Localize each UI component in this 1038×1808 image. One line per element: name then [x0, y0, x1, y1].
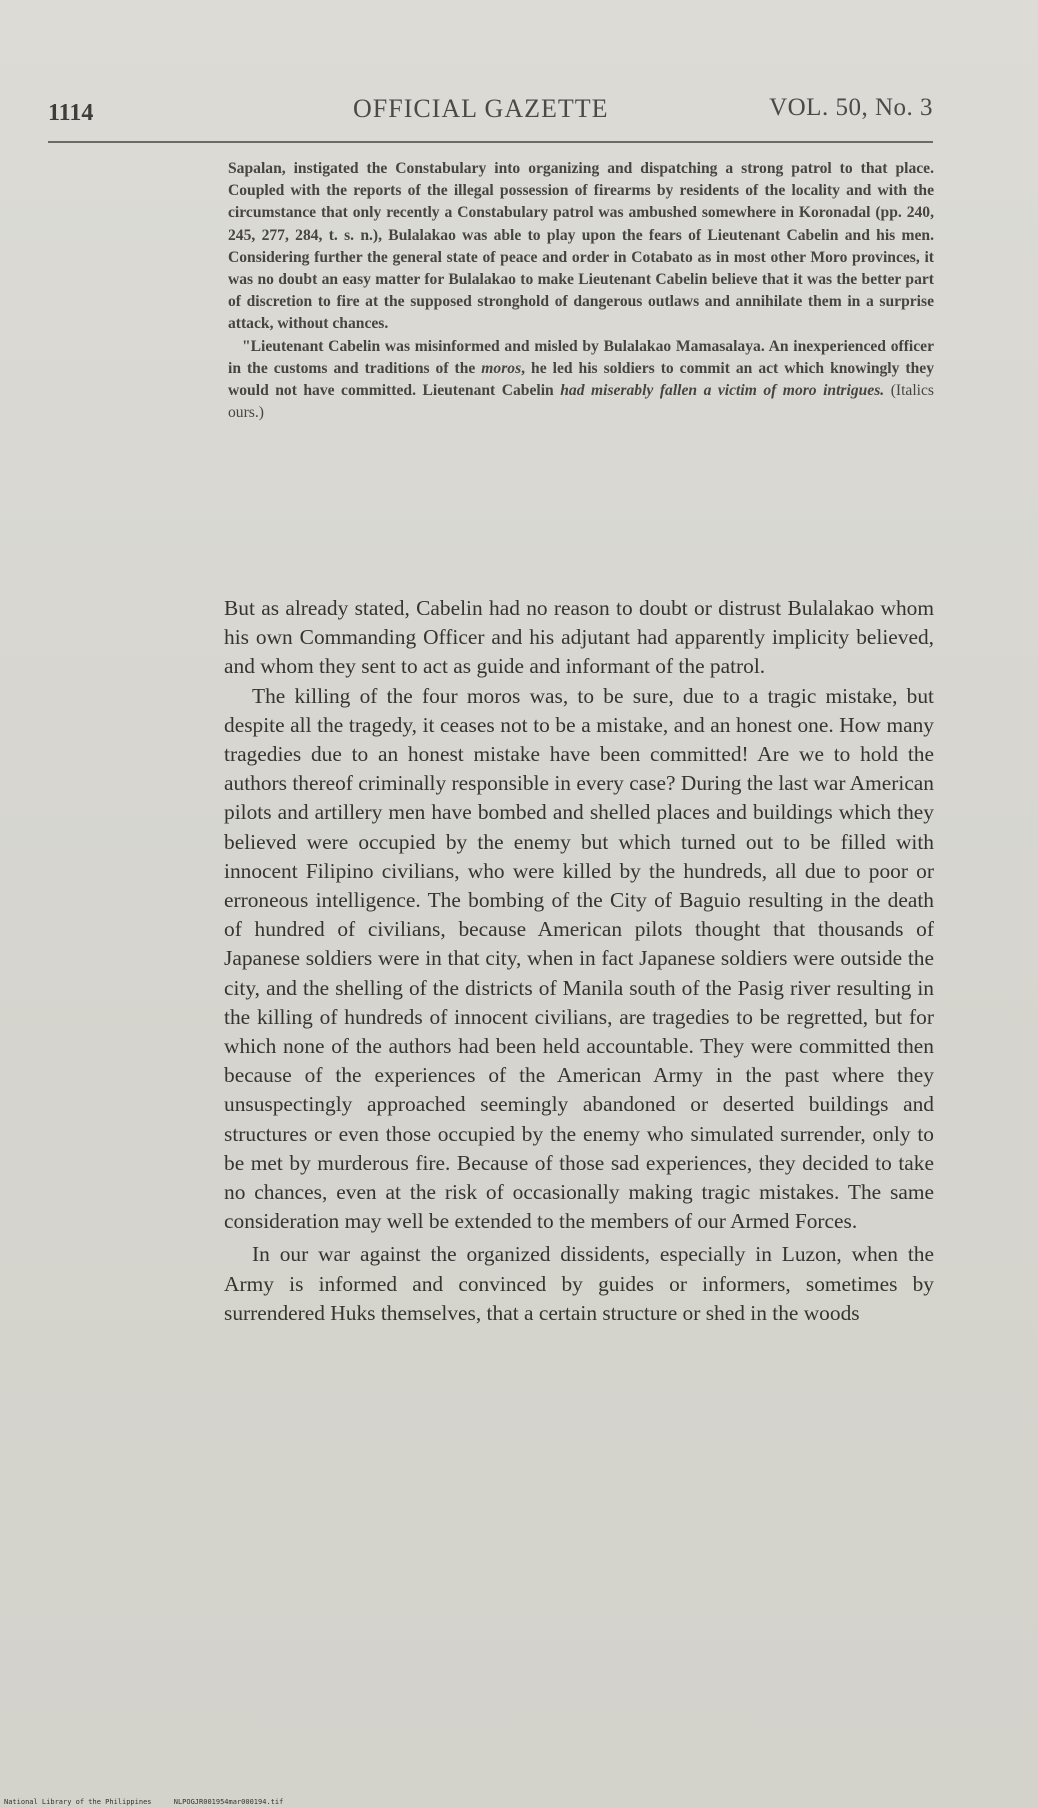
- body-paragraph: In our war against the organized dissidents, especially in Luzon, when the Army is informed and convinced by guides or informers, sometimes by surrendered Huks themselves, that a certain structure or shed in the woods: [224, 1242, 934, 1325]
- quote-paragraph: [228, 336, 934, 425]
- quote-italic-word: moros: [481, 359, 522, 377]
- quote-note: (Italics ours.): [228, 382, 934, 422]
- file-name: NLPOGJR001954mar000194.tif: [173, 1798, 284, 1806]
- quote-paragraph: Sapalan, instigated the Constabulary into organizing and dispatching a strong patrol to that place. Coupled with the reports of the illegal possession of firearms by residents of the locality and with the circumstance that only recently a Constabulary patrol was ambushed somewhere in Koronadal (pp. 240, 245, 277, 284, t. s. n.), Bulalakao was able to play upon the fears of Lieutenant Cabelin and his men. Considering further the general state of peace and order in Cotabato as in most other Moro provinces, it was no doubt an easy matter for Bulalakao to make Lieutenant Cabelin believe that it was the better part of discretion to fire at the supposed stronghold of dangerous outlaws and annihilate them in a surprise attack, without chances.: [228, 160, 934, 333]
- quote-text: , he led his soldiers to commit an act which knowingly they would not have committed. Lieutenant Cabelin: [228, 359, 934, 400]
- page-number: 1114: [48, 100, 94, 126]
- volume-number: VOL. 50, No. 3: [769, 94, 933, 121]
- body-paragraph: But as already stated, Cabelin had no reason to doubt or distrust Bulalakao whom his own Commanding Officer and his adjutant had apparently implicity believed, and whom they sent to act as guide and informant of the patrol.: [224, 596, 934, 679]
- page-header: [48, 92, 933, 132]
- header-rule: [48, 141, 933, 143]
- quote-text: "Lieutenant Cabelin was misinformed and misled by Bulalakao Mamasalaya. An inexperienced officer in the customs and traditions of the: [228, 337, 934, 377]
- scan-footer: [4, 1798, 301, 1806]
- body-paragraph: The killing of the four moros was, to be sure, due to a tragic mistake, but despite all the tragedy, it ceases not to be a mistake, and an honest one. How many tragedies due to an honest mistake have been committed! Are we to hold the authors thereof criminally responsible in every case? During the last war American pilots and artillery men have bombed and shelled places and buildings which they believed were occupied by the enemy but which turned out to be filled with innocent Filipino civilians, who were killed by the hundreds, all due to poor or erroneous intelligence. The bombing of the City of Baguio resulting in the death of hundred of civilians, because American pilots thought that thousands of Japanese soldiers were in that city, when in fact Japanese soldiers were outside the city, and the shelling of the districts of Manila south of the Pasig river resulting in the killing of hundreds of innocent civilians, are tragedies to be regretted, but for which none of the authors had been held accountable. They were committed then because of the experiences of the American Army in the past where they unsuspectingly approached seemingly abandoned or deserted buildings and structures or even those occupied by the enemy who simulated surrender, only to be met by murderous fire. Because of those sad experiences, they decided to take no chances, even at the risk of occasionally making tragic mistakes. The same consideration may well be extended to the members of our Armed Forces.: [224, 683, 934, 1234]
- quote-italic-text: had miserably fallen a victim of moro intrigues.: [560, 382, 885, 400]
- quoted-passage: [228, 158, 934, 424]
- body-text: [224, 594, 934, 1328]
- publication-title: OFFICIAL GAZETTE: [353, 94, 609, 123]
- library-credit: National Library of the Philippines: [4, 1798, 152, 1806]
